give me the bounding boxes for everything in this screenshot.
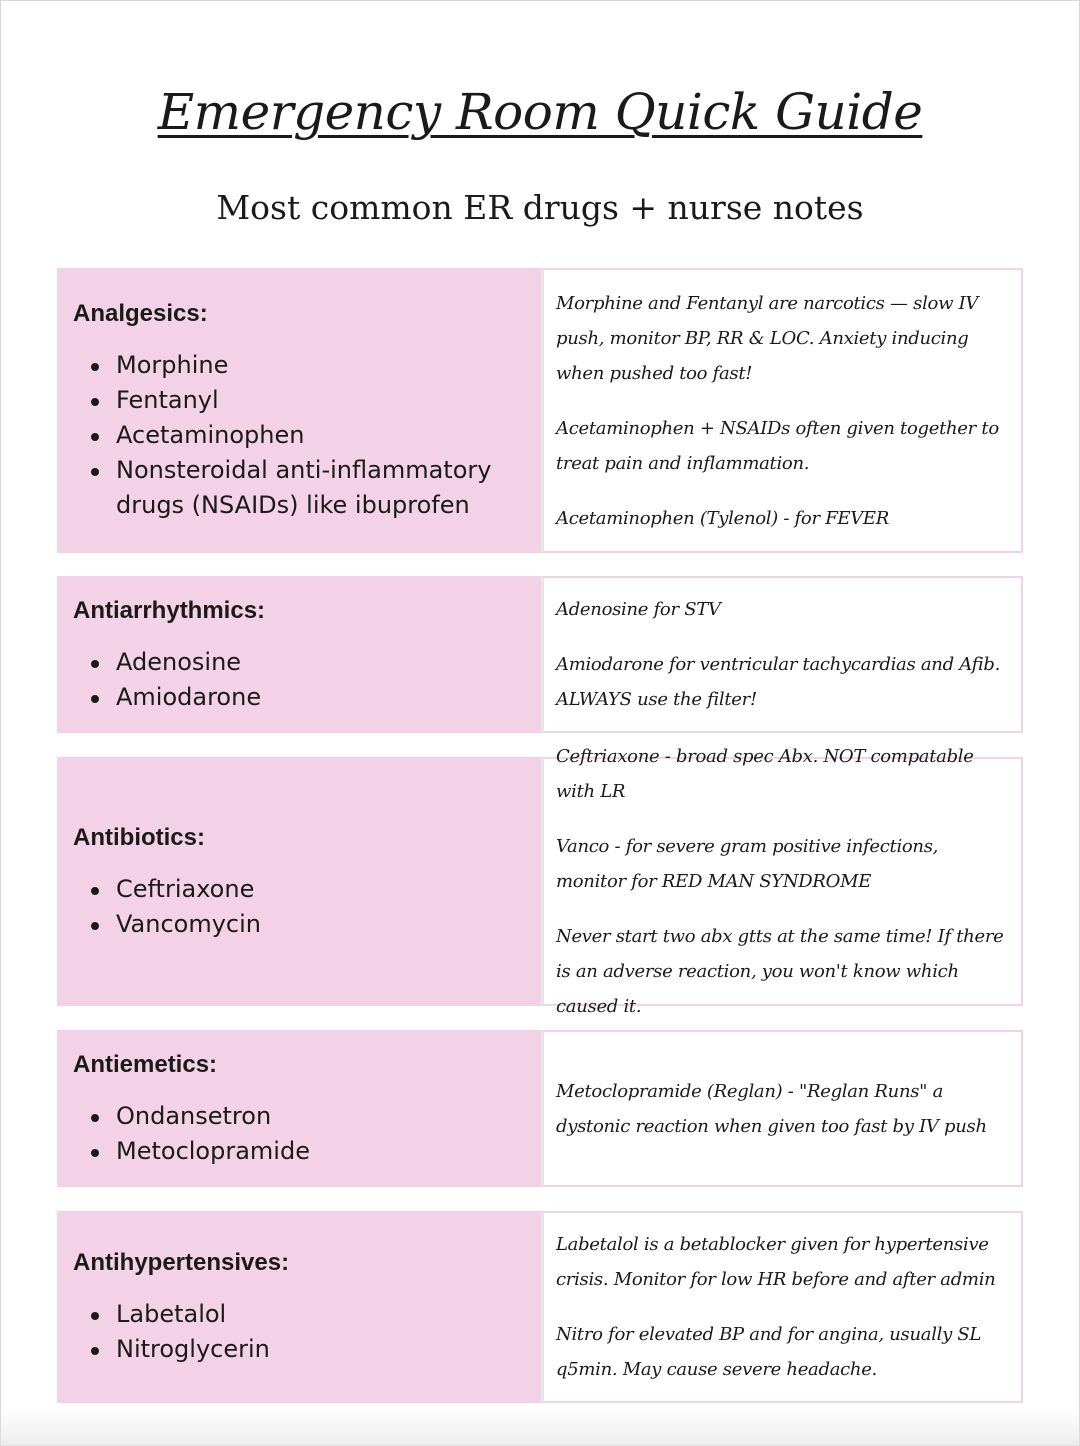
drug-item: Nonsteroidal anti-inflammatory drugs (NSAIDs) like ibuprofen (73, 453, 525, 523)
category-heading: Antiarrhythmics: (73, 596, 266, 624)
drug-list (73, 1099, 525, 1169)
drug-item: Nitroglycerin (73, 1332, 525, 1367)
nurse-note: Adenosine for STV (556, 599, 721, 620)
nurse-notes-panel (541, 1030, 1023, 1187)
category-heading: Antihypertensives: (73, 1249, 290, 1276)
bottom-shade (0, 1406, 1080, 1446)
drug-list (73, 872, 525, 942)
drug-category-panel (57, 1030, 541, 1187)
drug-card-antihypertensives (57, 1211, 1023, 1403)
drug-category-panel (57, 268, 541, 553)
nurse-note: Ceftriaxone - broad spec Abx. NOT compatable with LR (556, 746, 974, 802)
page-title-text: Emergency Room Quick Guide (157, 83, 923, 141)
nurse-note: Metoclopramide (Reglan) - "Reglan Runs" a dystonic reaction when given too fast by IV push (556, 1080, 987, 1137)
drug-category-panel (57, 1211, 541, 1403)
category-heading: Antibiotics: (73, 823, 205, 851)
drug-item: Amiodarone (73, 680, 525, 715)
nurse-note: Amiodarone for ventricular tachycardias and Afib. ALWAYS use the filter! (556, 654, 1001, 710)
page-subtitle: Most common ER drugs + nurse notes (216, 188, 864, 227)
category-heading: Analgesics: (73, 300, 208, 327)
drug-item: Labetalol (73, 1297, 525, 1332)
nurse-notes-panel (541, 576, 1023, 733)
drug-item: Morphine (73, 348, 525, 383)
nurse-note: Acetaminophen + NSAIDs often given together to treat pain and inflammation. (556, 417, 999, 474)
drug-item: Metoclopramide (73, 1134, 525, 1169)
drug-item: Fentanyl (73, 383, 525, 418)
nurse-notes-panel (541, 746, 1023, 1017)
drug-item: Ceftriaxone (73, 872, 525, 907)
page-title (0, 72, 1080, 152)
category-heading: Antiemetics: (73, 1050, 218, 1078)
nurse-note: Morphine and Fentanyl are narcotics — slow IV push, monitor BP, RR & LOC. Anxiety inducing when pushed too fast! (556, 292, 979, 384)
drug-category-panel (57, 757, 541, 1006)
drug-list (73, 645, 525, 715)
nurse-note: Nitro for elevated BP and for angina, usually SL q5min. May cause severe headache. (556, 1324, 982, 1380)
drug-item: Ondansetron (73, 1099, 525, 1134)
drug-list (73, 348, 525, 523)
nurse-note: Never start two abx gtts at the same time! If there is an adverse reaction, you won't know which caused it. (556, 926, 1004, 1017)
drug-category-panel (57, 576, 541, 733)
drug-card-antibiotics (57, 746, 1023, 1017)
nurse-note: Acetaminophen (Tylenol) - for FEVER (556, 507, 890, 529)
drug-item: Adenosine (73, 645, 525, 680)
nurse-note: Vanco - for severe gram positive infections, monitor for RED MAN SYNDROME (556, 836, 939, 892)
nurse-notes-panel (541, 268, 1023, 553)
drug-card-antiarrhythmics (57, 576, 1023, 733)
drug-card-antiemetics (57, 1030, 1023, 1187)
drug-list (73, 1297, 525, 1367)
nurse-note: Labetalol is a betablocker given for hypertensive crisis. Monitor for low HR before and after admin (556, 1234, 996, 1290)
drug-card-analgesics (57, 268, 1023, 553)
drug-item: Vancomycin (73, 907, 525, 942)
drug-item: Acetaminophen (73, 418, 525, 453)
nurse-notes-panel (541, 1211, 1023, 1403)
